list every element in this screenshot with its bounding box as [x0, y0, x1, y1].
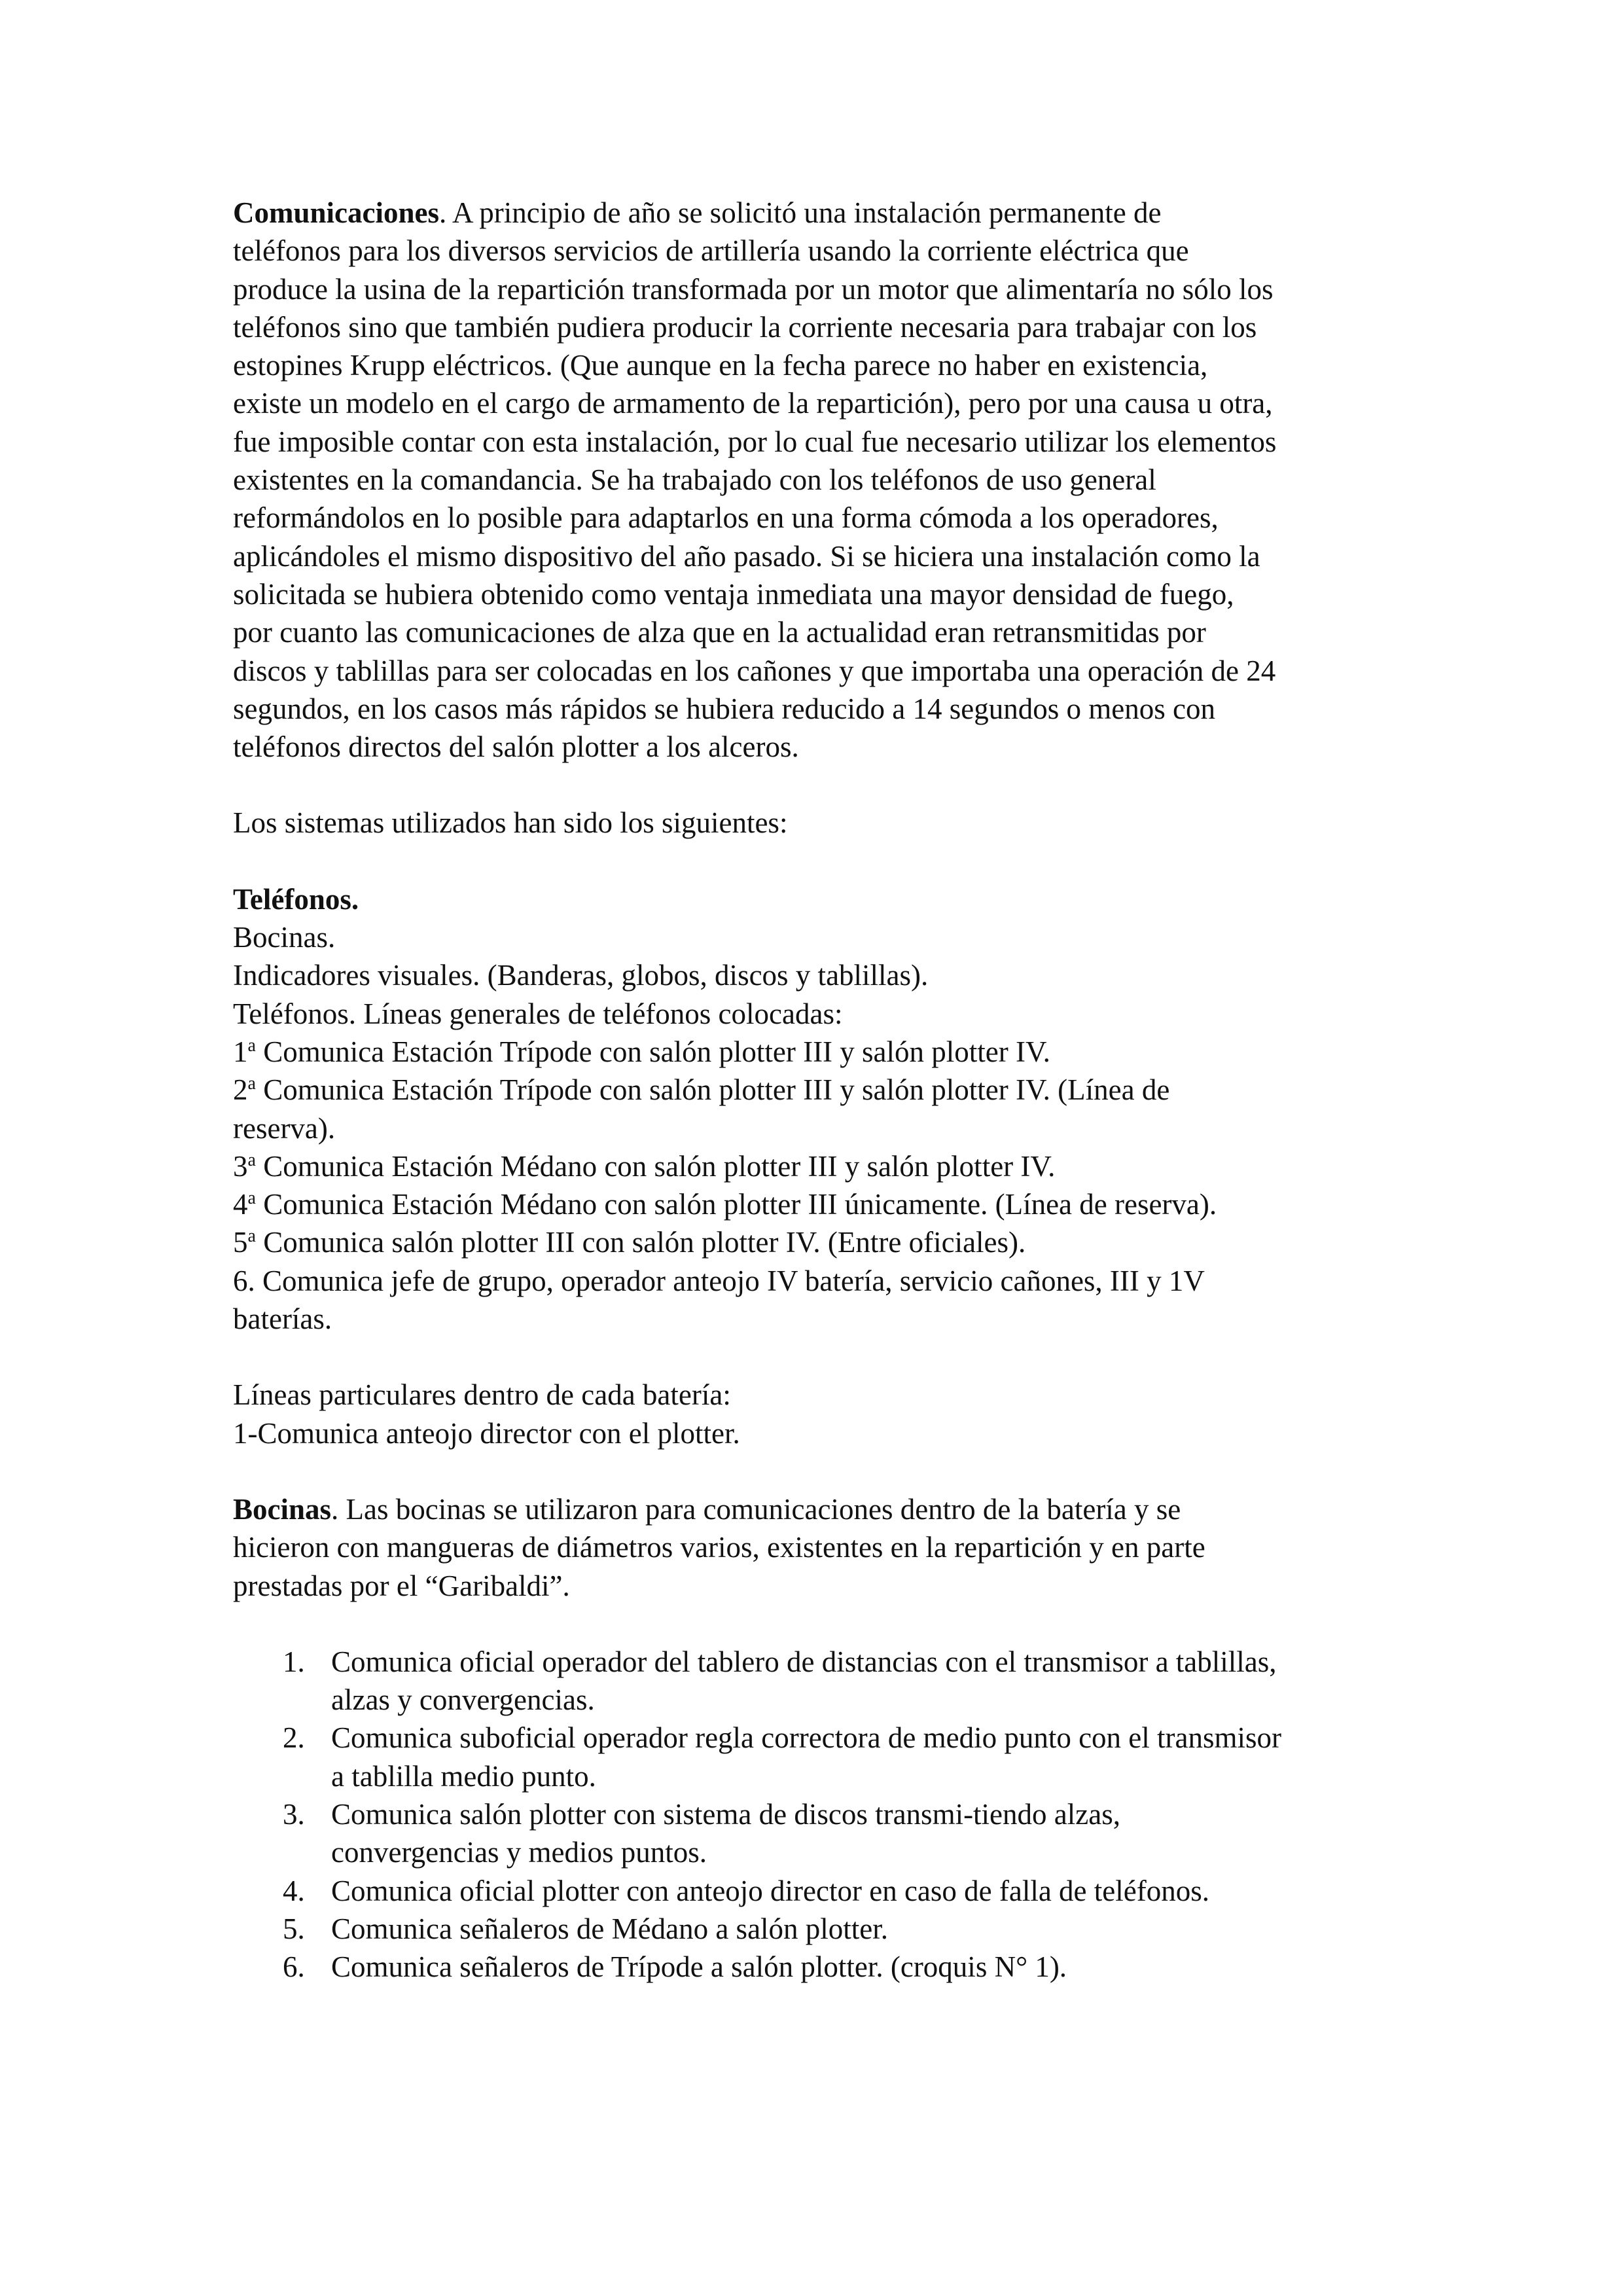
intro-line: reformándolos en lo posible para adaptarlos en una forma cómoda a los operadores, — [233, 501, 1219, 535]
list-number: 5. — [283, 1912, 305, 1945]
list-item: 6. Comunica señaleros de Trípode a salón plotter. (croquis N° 1). — [233, 1948, 1411, 1986]
spacer — [233, 766, 1411, 804]
particulares-section — [233, 1376, 1411, 1452]
intro-paragraph — [233, 194, 1411, 766]
particulares-heading: Líneas particulares dentro de cada batería: — [233, 1378, 731, 1412]
general-line-6: 6. Comunica jefe de grupo, operador anteojo IV batería, servicio cañones, III y 1V — [233, 1264, 1205, 1297]
spacer — [233, 1605, 1411, 1643]
intro-line: teléfonos para los diversos servicios de artillería usando la corriente eléctrica que — [233, 234, 1189, 268]
intro-line: produce la usina de la repartición transformada por un motor que alimentaría no sólo los — [233, 272, 1274, 306]
intro-line: existentes en la comandancia. Se ha trabajado con los teléfonos de uso general — [233, 463, 1156, 497]
list-item: 4. Comunica oficial plotter con anteojo director en caso de falla de teléfonos. — [233, 1872, 1411, 1910]
bocinas-line-1: Bocinas. Las bocinas se utilizaron para comunicaciones dentro de la batería y se — [233, 1492, 1181, 1526]
bocinas-line: hicieron con mangueras de diámetros varios, existentes en la repartición y en parte — [233, 1531, 1205, 1564]
systems-section — [233, 880, 1411, 1338]
intro-line: solicitada se hubiera obtenido como ventaja inmediata una mayor densidad de fuego, — [233, 577, 1234, 611]
intro-line: por cuanto las comunicaciones de alza que en la actualidad eran retransmitidas por — [233, 616, 1206, 649]
spacer — [233, 1452, 1411, 1490]
intro-line: estopines Krupp eléctricos. (Que aunque en la fecha parece no haber en existencia, — [233, 349, 1208, 382]
bocinas-heading: Bocinas — [233, 1492, 332, 1526]
list-number: 2. — [283, 1721, 305, 1755]
bocinas-list — [233, 1643, 1411, 1986]
telefonos-heading: Teléfonos. — [233, 882, 359, 916]
systems-intro: Los sistemas utilizados han sido los siguientes: — [233, 806, 788, 840]
list-number: 1. — [283, 1645, 305, 1678]
general-line-4: 4$^a$ Comunica Estación Médano con salón plotter III únicamente. (Línea de reserva). — [233, 1188, 1217, 1221]
intro-line: teléfonos directos del salón plotter a los alceros. — [233, 730, 799, 764]
general-line-5: 5$^a$ Comunica salón plotter III con salón plotter IV. (Entre oficiales). — [233, 1226, 1026, 1259]
spacer — [233, 1338, 1411, 1376]
system-item-bocinas: Bocinas. — [233, 921, 336, 954]
system-item-telefonos: Teléfonos. Líneas generales de teléfonos colocadas: — [233, 997, 843, 1030]
bocinas-line: prestadas por el “Garibaldi”. — [233, 1569, 570, 1602]
general-line-2-cont: reserva). — [233, 1111, 336, 1145]
particulares-line-1: 1-Comunica anteojo director con el plotter. — [233, 1416, 740, 1450]
intro-line-1: Comunicaciones. A principio de año se solicitó una instalación permanente de — [233, 196, 1162, 229]
intro-line: aplicándoles el mismo dispositivo del año pasado. Si se hiciera una instalación como la — [233, 539, 1260, 573]
document-page — [233, 194, 1411, 1986]
intro-line: existe un modelo en el cargo de armamento de la repartición), pero por una causa u otra, — [233, 387, 1273, 420]
bocinas-paragraph — [233, 1490, 1411, 1605]
intro-line: fue imposible contar con esta instalación, por lo cual fue necesario utilizar los elementos — [233, 425, 1277, 458]
general-line-2: 2$^a$ Comunica Estación Trípode con salón plotter III y salón plotter IV. (Línea de — [233, 1073, 1170, 1107]
list-number: 3. — [283, 1797, 305, 1831]
intro-line: discos y tablillas para ser colocadas en los cañones y que importaba una operación de 24 — [233, 654, 1276, 687]
list-item: 3. Comunica salón plotter con sistema de discos transmi-tiendo alzas, convergencias y medios puntos. — [233, 1795, 1411, 1872]
comunicaciones-heading: Comunicaciones — [233, 196, 439, 229]
list-item: 5. Comunica señaleros de Médano a salón plotter. — [233, 1910, 1411, 1948]
list-item: 2. Comunica suboficial operador regla correctora de medio punto con el transmisor a tablilla medio punto. — [233, 1719, 1411, 1795]
list-number: 6. — [283, 1950, 305, 1984]
list-item: 1. Comunica oficial operador del tablero de distancias con el transmisor a tablillas, alzas y convergencias. — [233, 1643, 1411, 1719]
spacer — [233, 842, 1411, 880]
general-line-6-cont: baterías. — [233, 1302, 332, 1336]
list-number: 4. — [283, 1874, 305, 1907]
intro-line: segundos, en los casos más rápidos se hubiera reducido a 14 segundos o menos con — [233, 692, 1215, 725]
general-line-1: 1$^a$ Comunica Estación Trípode con salón plotter III y salón plotter IV. — [233, 1035, 1050, 1068]
system-item-visual: Indicadores visuales. (Banderas, globos, discos y tablillas). — [233, 959, 929, 992]
intro-line: teléfonos sino que también pudiera producir la corriente necesaria para trabajar con los — [233, 310, 1257, 344]
general-line-3: 3$^a$ Comunica Estación Médano con salón plotter III y salón plotter IV. — [233, 1149, 1056, 1183]
